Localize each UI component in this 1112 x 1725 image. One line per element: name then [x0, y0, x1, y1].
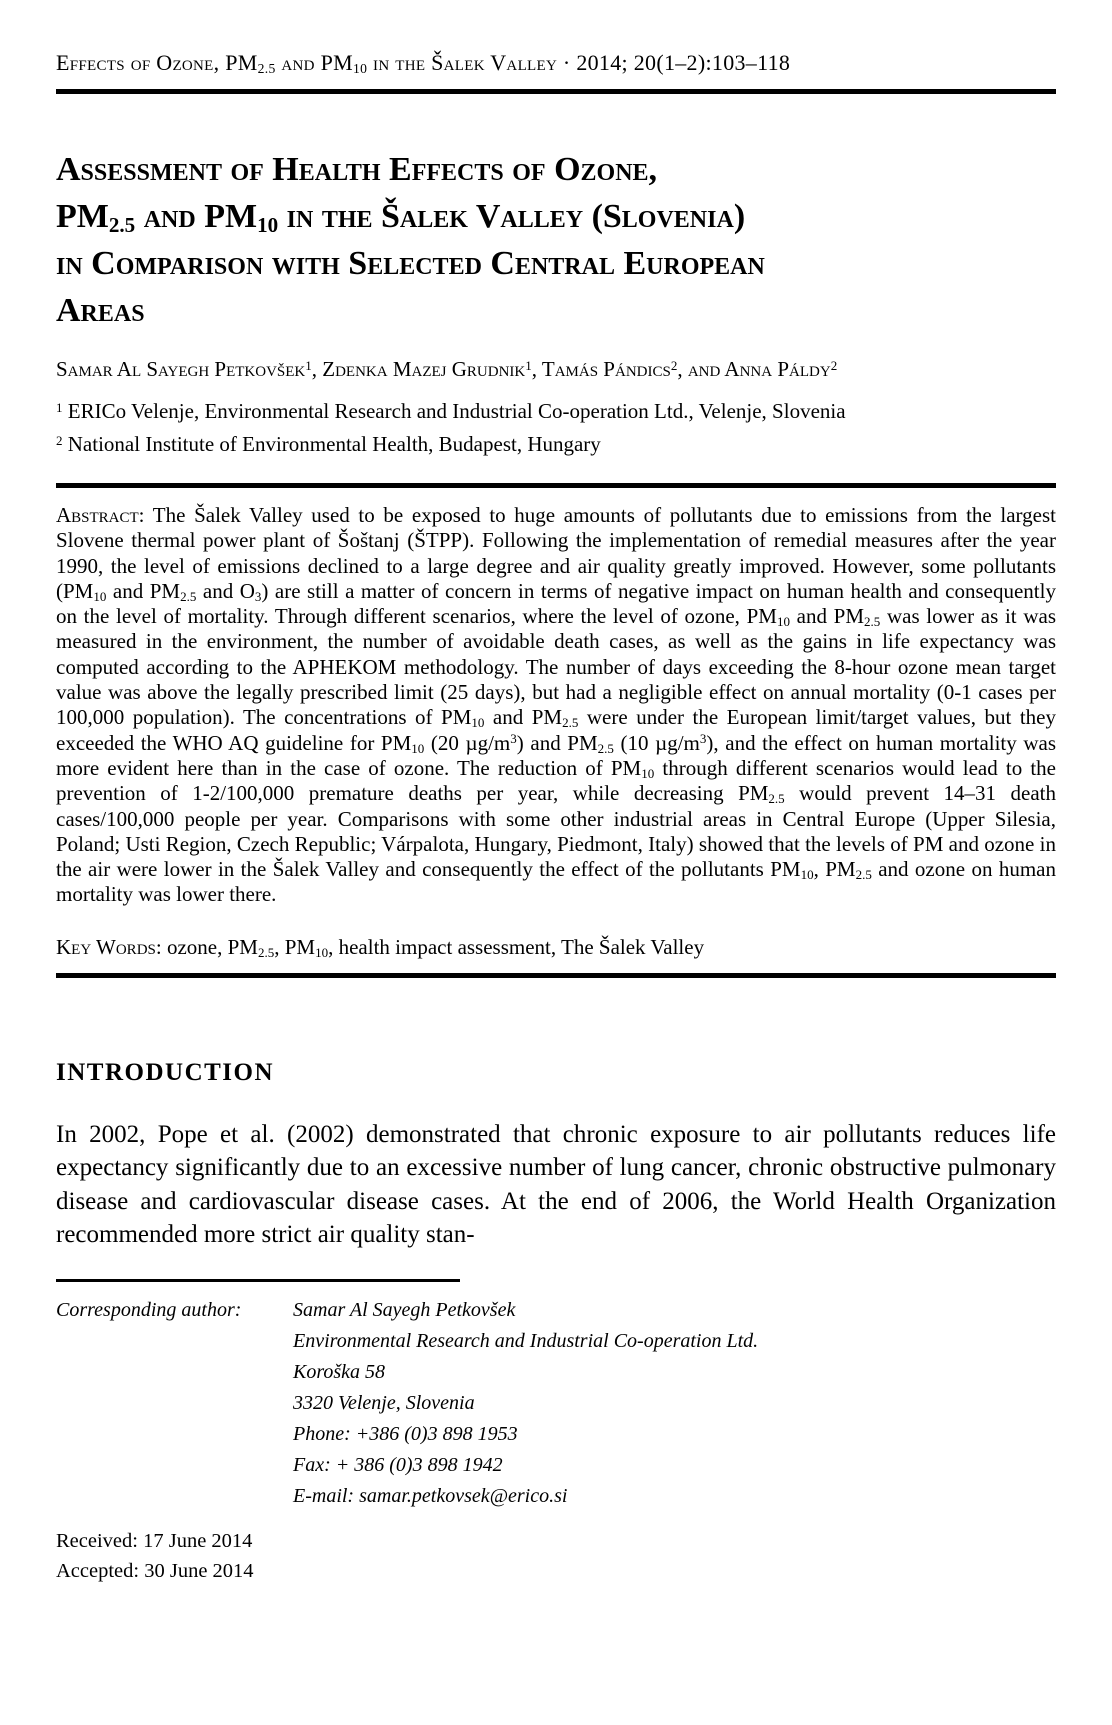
corresponding-author-label: Corresponding author: — [56, 1298, 242, 1321]
keywords-text: ozone, $PM_{2.5}$, $PM_{10}$, health impact assessment, The Šalek Valley — [166, 934, 705, 960]
corresponding-author-fax: Fax: + 386 (0)3 898 1942 — [293, 1453, 503, 1476]
running-head: Effects of Ozone, $PM_{2.5}$ and $PM_{10}$ in the Šalek Valley · 2014; 20(1–2):103–118 — [56, 50, 791, 76]
title-line-4: Areas — [56, 292, 145, 329]
corresponding-author-email: E-mail: samar.petkovsek@erico.si — [293, 1484, 568, 1507]
article-title — [56, 146, 1056, 334]
keywords-line — [56, 934, 1056, 960]
keywords-label: Key Words: — [56, 934, 162, 959]
introduction-paragraph: In 2002, Pope et al. (2002) demonstrated that chronic exposure to air pollutants reduces life expectancy significantly due to an excessive number of lung cancer, chronic obstructive pulmonary disease and cardiovascular disease cases. At the end of 2006, the World Health Organization recommended more strict air quality stan- — [56, 1120, 1056, 1249]
manuscript-dates — [56, 1526, 1056, 1586]
corresponding-author-city: 3320 Velenje, Slovenia — [293, 1391, 475, 1414]
abstract-top-rule — [56, 483, 1056, 488]
header-rule — [56, 89, 1056, 94]
abstract-paragraph — [56, 503, 1056, 908]
corresponding-author-details — [293, 1295, 758, 1512]
corresponding-author-name: Samar Al Sayegh Petkovšek — [293, 1298, 516, 1321]
affiliation-1: $^1$ ERICo Velenje, Environmental Research and Industrial Co-operation Ltd., Velenje, Slovenia — [56, 399, 846, 423]
title-line-3: in Comparison with Selected Central European — [56, 245, 765, 282]
abstract-text: The Šalek Valley used to be exposed to huge amounts of pollutants due to emissions from the largest Slovene thermal power plant of Šoštanj (ŠTPP). Following the implementation of remedial measures after the year 1990, the level of emissions declined to a large degree and air quality greatly improved. However, some pollutants ($PM_{10}$ and $PM_{2.5}$ and $O_3$) are still a matter of concern in terms of negative impact on human health and consequently on the level of mortality. Through different scenarios, where the level of ozone, $PM_{10}$ and $PM_{2.5}$ was lower as it was measured in the environment, the number of avoidable death cases, as well as the gains in life expectancy was computed according to the APHEKOM methodology. The number of days exceeding the 8-hour ozone mean target value was above the legally prescribed limit (25 days), but had a negligible effect on annual mortality (0-1 cases per 100,000 population). The concentrations of $PM_{10}$ and $PM_{2.5}$ were under the European limit/target values, but they exceeded the WHO AQ guideline for $PM_{10}$ (20 $\mu g/m^3$) and $PM_{2.5}$ (10 $\mu g/m^3$), and the effect on human mortality was more evident here than in the case of ozone. The reduction of $PM_{10}$ through different scenarios would lead to the prevention of 1-2/100,000 premature deaths per year, while decreasing $PM_{2.5}$ would prevent 14–31 death cases/100,000 people per year. Comparisons with some other industrial areas in Central Europe (Upper Silesia, Poland; Usti Region, Czech Republic; Várpalota, Hungary, Piedmont, Italy) showed that the levels of PM and ozone in the air were lower in the Šalek Valley and consequently the effect of the pollutants $PM_{10}$, $PM_{2.5}$ and ozone on human mortality was lower there. — [56, 503, 1057, 907]
authors-line: Samar Al Sayegh Petkovšek$^1$, Zdenka Mazej Grudnik$^1$, Tamás Pándics$^2$, and Anna Páldy$^2$ — [56, 357, 838, 381]
title-line-1: Assessment of Health Effects of Ozone, — [56, 151, 658, 188]
corresponding-author-block — [56, 1295, 1056, 1512]
accepted-date: Accepted: 30 June 2014 — [56, 1559, 254, 1582]
title-line-2: $PM_{2.5}$ and $PM_{10}$ in the Šalek Valley (Slovenia) — [56, 198, 746, 237]
affiliation-2: $^2$ National Institute of Environmental Health, Budapest, Hungary — [56, 432, 601, 456]
corresponding-author-street: Koroška 58 — [293, 1360, 386, 1383]
introduction-heading: INTRODUCTION — [56, 1058, 275, 1086]
abstract-label: Abstract: — [56, 503, 145, 527]
corresponding-author-org: Environmental Research and Industrial Co-operation Ltd. — [293, 1329, 759, 1352]
corresponding-author-phone: Phone: +386 (0)3 898 1953 — [293, 1422, 518, 1445]
abstract-bottom-rule — [56, 973, 1056, 978]
footnote-separator — [56, 1279, 460, 1282]
affiliations — [56, 395, 1056, 461]
received-date: Received: 17 June 2014 — [56, 1529, 253, 1552]
